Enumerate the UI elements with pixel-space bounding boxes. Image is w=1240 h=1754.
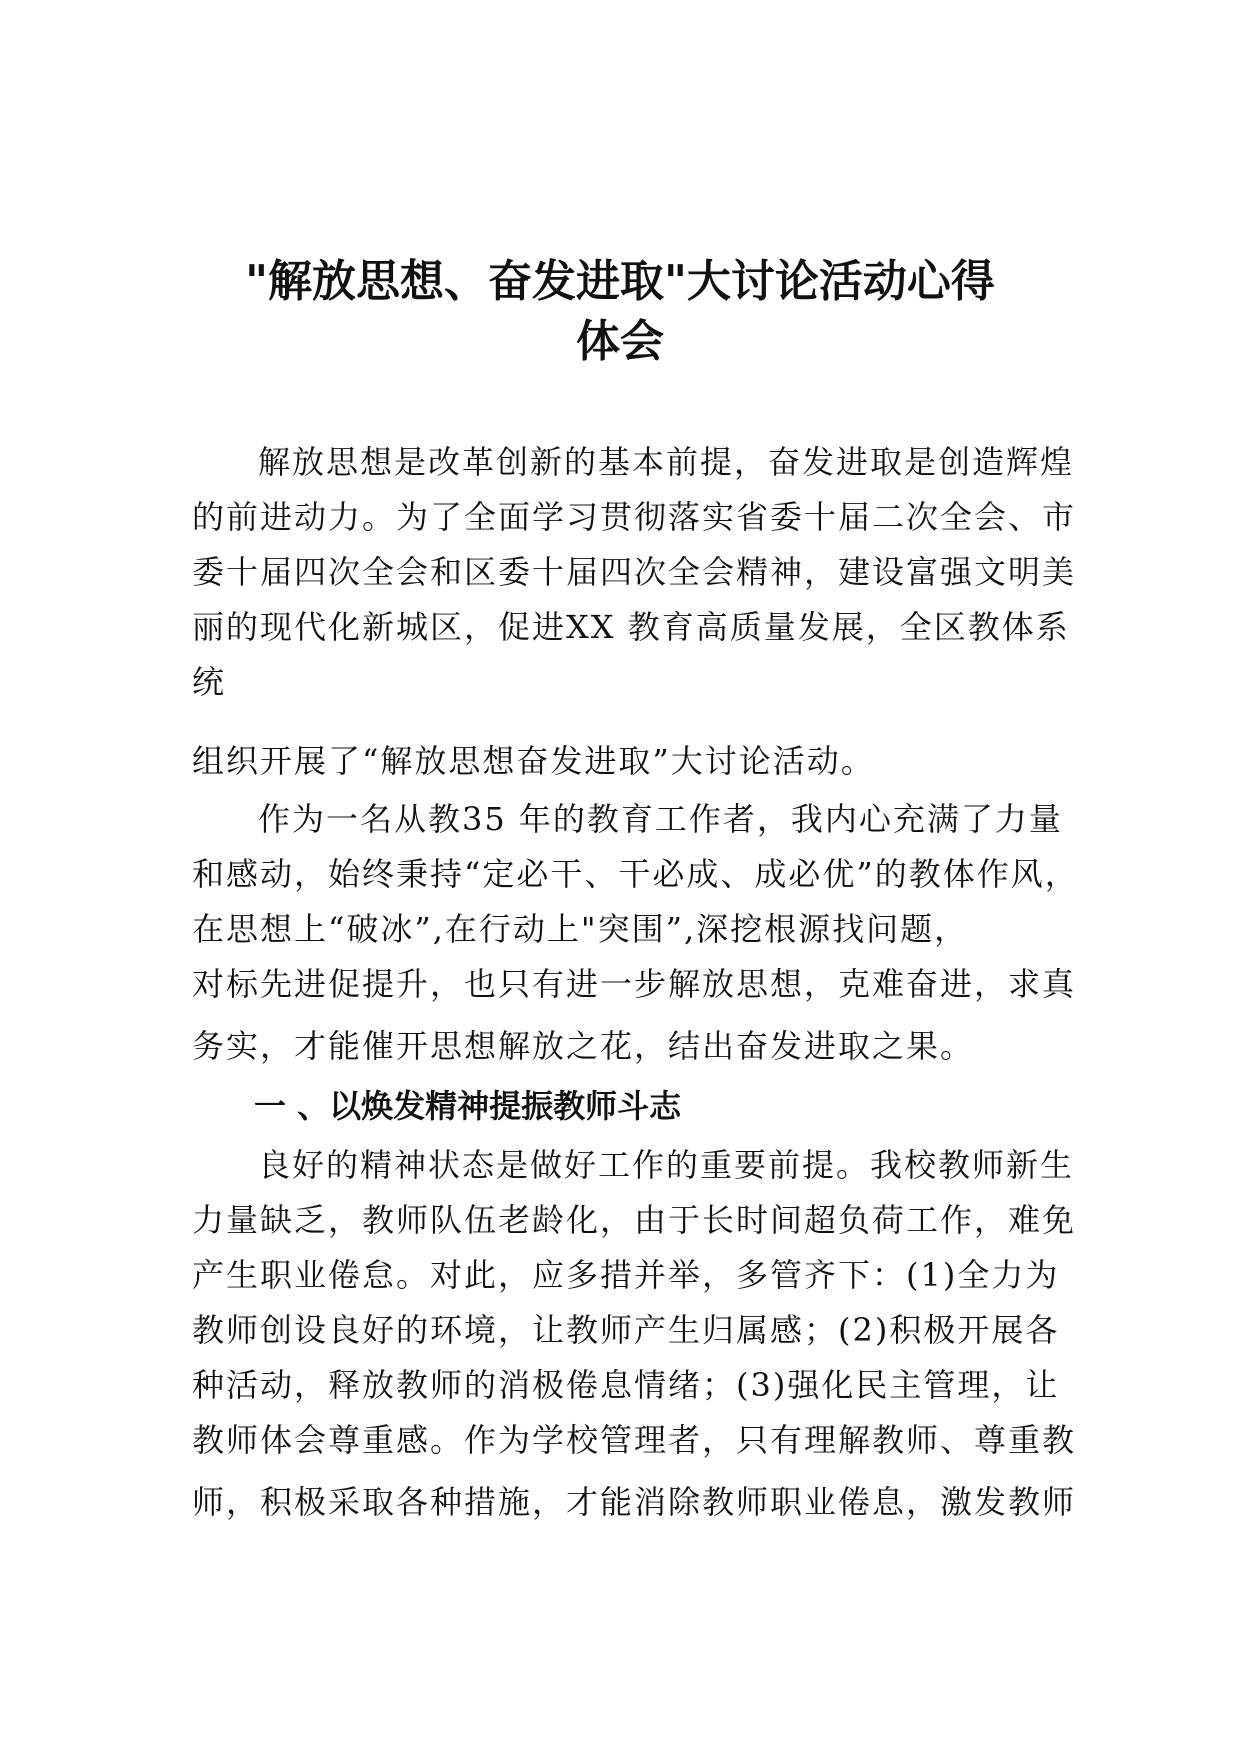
body-text-line: 作为一名从教35 年的教育工作者，我内心充满了力量 bbox=[258, 800, 1063, 838]
body-text-line: 丽的现代化新城区，促进XX 教育高质量发展，全区教体系 bbox=[192, 608, 1070, 646]
body-text-line: 教师体会尊重感。作为学校管理者，只有理解教师、尊重教 bbox=[192, 1421, 1077, 1459]
body-text-line: 的前进动力。为了全面学习贯彻落实省委十届二次全会、市 bbox=[192, 498, 1077, 536]
document-title-line-1: "解放思想、奋发进取"大讨论活动心得 bbox=[245, 256, 995, 307]
body-text-line: 在思想上“破冰”,在行动上"突围”,深挖根源找问题， bbox=[192, 910, 969, 948]
body-text-line: 解放思想是改革创新的基本前提，奋发进取是创造辉煌 bbox=[258, 443, 1075, 481]
body-text-line: 统 bbox=[192, 663, 227, 701]
body-text-line: 良好的精神状态是做好工作的重要前提。我校教师新生 bbox=[258, 1146, 1075, 1184]
body-text-line: 委十届四次全会和区委十届四次全会精神，建设富强文明美 bbox=[192, 553, 1077, 591]
body-text-line: 产生职业倦怠。对此，应多措并举，多管齐下：(1)全力为 bbox=[192, 1256, 1060, 1294]
body-text-line: 对标先进促提升，也只有进一步解放思想，克难奋进，求真 bbox=[192, 965, 1077, 1003]
body-text-line: 组织开展了“解放思想奋发进取”大讨论活动。 bbox=[192, 742, 875, 780]
body-text-line: 师，积极采取各种措施，才能消除教师职业倦息，激发教师 bbox=[192, 1483, 1077, 1521]
document-title-line-2: 体会 bbox=[576, 316, 664, 367]
body-text-line: 教师创设良好的环境，让教师产生归属感；(2)积极开展各 bbox=[192, 1311, 1060, 1349]
body-text-line: 和感动，始终秉持“定必干、干必成、成必优”的教体作风， bbox=[192, 855, 1079, 893]
body-text-line: 力量缺乏，教师队伍老龄化，由于长时间超负荷工作，难免 bbox=[192, 1201, 1077, 1239]
body-text-line: 种活动，释放教师的消极倦息情绪；(3)强化民主管理，让 bbox=[192, 1366, 1060, 1404]
body-text-line: 务实，才能催开思想解放之花，结出奋发进取之果。 bbox=[192, 1027, 975, 1065]
section-heading: 一 、以焕发精神提振教师斗志 bbox=[254, 1087, 682, 1125]
